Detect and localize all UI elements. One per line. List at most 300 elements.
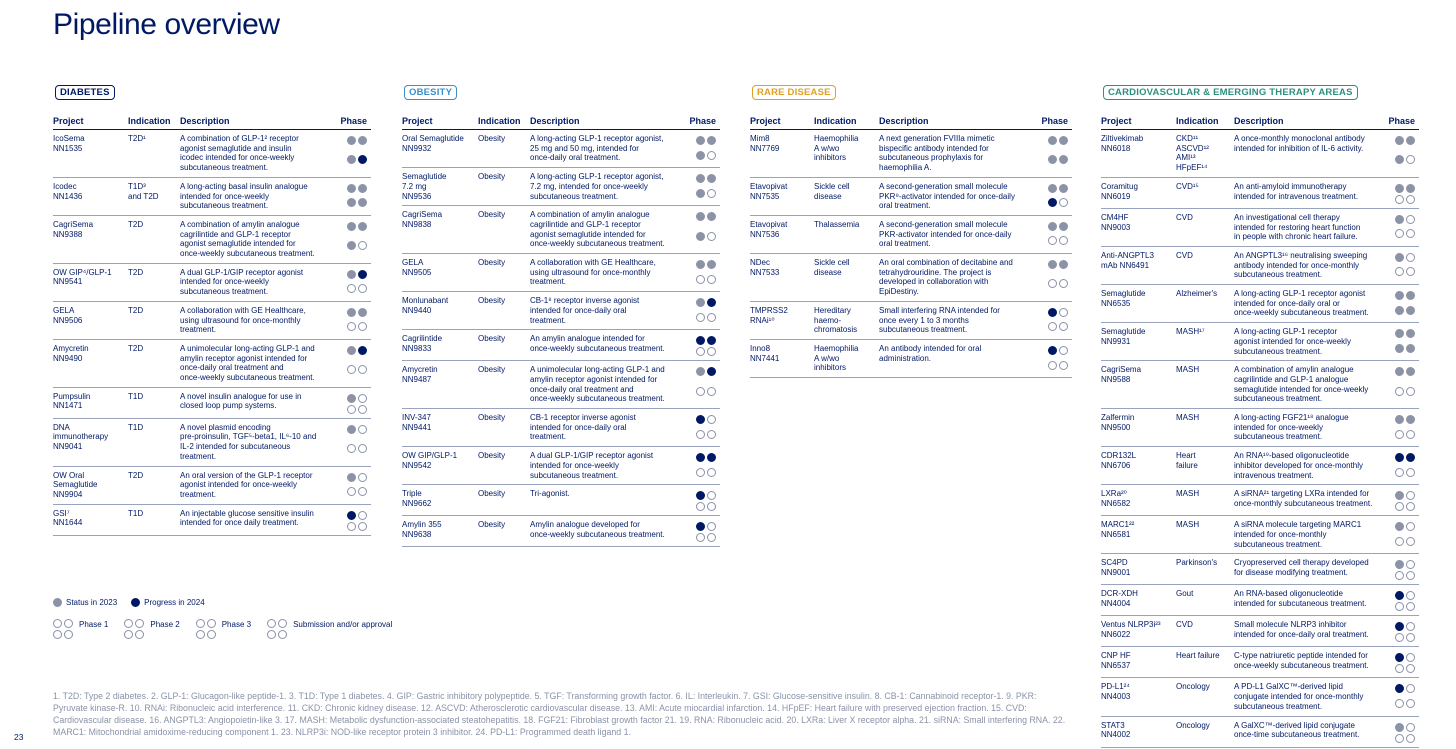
- row-phase-dots: [1395, 367, 1415, 404]
- phase-dot-icon: [1406, 571, 1415, 580]
- row-phase-dots: [1395, 415, 1415, 442]
- phase-dot-icon: [1406, 195, 1415, 204]
- phase-dot-icon: [1406, 291, 1415, 300]
- phase-dot-icon: [347, 394, 356, 403]
- phase-cell: [1039, 220, 1072, 249]
- indication: MASH: [1176, 365, 1200, 375]
- phase-dot-icon: [1395, 367, 1404, 376]
- project-name: Pumpsulin NN1471: [53, 391, 91, 411]
- phase-dot-icon: [1406, 344, 1415, 353]
- phase-dot-icon: [1395, 136, 1404, 145]
- project-name: IcoSema NN1535: [53, 134, 85, 153]
- project-name: Semaglutide NN6535: [1101, 289, 1146, 308]
- phase-cell: [1384, 489, 1419, 511]
- project-name: CNP HF NN6537: [1101, 651, 1131, 671]
- row-phase-dots: [1395, 560, 1415, 580]
- indication: CVD: [1176, 250, 1193, 260]
- phase-cell: [682, 520, 720, 542]
- phase-dot-icon: [707, 151, 716, 160]
- phase-dot-icon: [1406, 430, 1415, 439]
- phase-dot-icon: [358, 322, 367, 331]
- phase-dot-icon: [696, 232, 705, 241]
- phase-dot-icon: [696, 212, 705, 221]
- phase-dot-icon: [707, 189, 716, 198]
- phase-legend-dots: [124, 619, 144, 639]
- phase-dot-icon: [707, 212, 716, 221]
- phase-dot-icon: [696, 174, 705, 183]
- table-row: [53, 505, 371, 536]
- phase-cell: [682, 334, 720, 356]
- phase-cell: [1384, 365, 1419, 404]
- phase-dot-icon: [696, 313, 705, 322]
- phase-dot-icon: [1048, 236, 1057, 245]
- row-phase-dots: [347, 511, 367, 531]
- phase-dot-icon: [358, 308, 367, 317]
- table-row: [53, 130, 371, 178]
- phase-dot-icon: [1406, 215, 1415, 224]
- project-name: STAT3 NN4002: [1101, 720, 1131, 740]
- project-name: GELA NN9505: [402, 258, 432, 277]
- indication: Alzheimer's: [1176, 289, 1218, 299]
- phase-dot-icon: [1395, 253, 1404, 262]
- table-row: [53, 302, 371, 340]
- row-phase-dots: [347, 394, 367, 414]
- phase-dot-icon: [1406, 491, 1415, 500]
- table-header: [1101, 116, 1419, 130]
- phase-dot-icon: [1395, 468, 1404, 477]
- indication: T1D: [128, 508, 144, 518]
- phase-dot-icon: [358, 522, 367, 531]
- description: CB-1 receptor inverse agonist intended for once-daily oral treatment.: [530, 413, 636, 442]
- phase-dot-icon: [1395, 653, 1404, 662]
- row-phase-dots: [696, 136, 716, 163]
- phase-dot-icon: [1395, 522, 1404, 531]
- table-row: [1101, 409, 1419, 447]
- col-header-phase: Phase: [689, 116, 716, 126]
- project-name: Cagrilintide NN9833: [402, 334, 443, 353]
- row-phase-dots: [696, 212, 716, 249]
- description: A long-acting basal insulin analogue intended for once-weekly subcutaneous treatment.: [180, 181, 308, 211]
- indication: Sickle cell disease: [814, 181, 850, 201]
- indication: CVD¹⁵: [1176, 181, 1199, 191]
- indication: Oncology: [1176, 682, 1210, 692]
- indication: T2D: [128, 305, 144, 315]
- phase-cell: [332, 268, 371, 297]
- table-row: [53, 388, 371, 419]
- phase-dot-icon: [1406, 155, 1415, 164]
- phase-legend: [53, 619, 408, 639]
- phase-dot-icon: [1406, 468, 1415, 477]
- phase-dot-icon: [207, 619, 216, 628]
- phase-dot-icon: [1395, 633, 1404, 642]
- indication: MASH: [1176, 520, 1200, 530]
- indication: Heart failure: [1176, 451, 1198, 470]
- project-name: OW GIP/GLP-1 NN9542: [402, 451, 458, 470]
- page-title: Pipeline overview: [53, 8, 280, 41]
- phase-legend-label: Phase 1: [79, 620, 109, 629]
- footnotes: 1. T2D: Type 2 diabetes. 2. GLP-1: Glucagon-like peptide-1. 3. T1D: Type 1 diabetes. 4. GIP: Gastric inhibitory polypeptide. 5. TGF: Transforming growth factor. 6. IL: Interleukin. 7. GSI: Glucose-sensitive insulin. 8. CB-1: Cannabinoid receptor-1. 9. PKR: Pyruvate kinase-R. 10. RNAi: Ribonucleic acid interference. 11. CKD: Chronic kidney disease. 12. ASCVD: Atherosclerotic cardiovascular disease. 13. AMI: Acute miocardial infarction. 14. HFpEF: Heart failure with preserved ejection fraction. 15. CVD: Cardiovascular disease. 16. ANGPTL3: Angiopoietin-like 3. 17. MASH: Metabolic dysfunction-associated steatohepatitis. 18. FGF21: Fibroblast growth factor 21. 19. RNA: Ribonucleic acid. 20. LXRa: Liver X receptor alpha. 21. siRNA: Small interfering RNA. 22. MARC1: Mitochondrial amidoxime-reducing component 1. 23. NLRP3i: NOD-like receptor protein 3 inhibitor. 24. PD-L1: Programmed death ligand 1.: [53, 691, 1066, 737]
- description: An anti-amyloid immunotherapy intended for intravenous treatment.: [1234, 181, 1359, 201]
- phase-dot-icon: [1395, 502, 1404, 511]
- project-name: GELA NN9506: [53, 305, 83, 325]
- indication: Heart failure: [1176, 651, 1220, 661]
- indication: Gout: [1176, 589, 1194, 599]
- project-name: GSI⁷ NN1644: [53, 508, 83, 528]
- phase-dot-icon: [124, 619, 133, 628]
- phase-cell: [1384, 413, 1419, 442]
- indication: Haemophilia A w/wo inhibitors: [814, 134, 859, 163]
- phase-dot-icon: [1395, 195, 1404, 204]
- phase-dot-icon: [135, 619, 144, 628]
- row-phase-dots: [347, 346, 367, 383]
- table-row: [402, 168, 720, 206]
- section-diabetes: [53, 82, 371, 536]
- phase-dot-icon: [1059, 260, 1068, 269]
- description: A long-acting GLP-1 receptor agonist intended for once-weekly subcutaneous treatment.: [1234, 327, 1351, 356]
- phase-dot-icon: [1406, 184, 1415, 193]
- phase-dot-icon: [707, 367, 716, 376]
- phase-dot-icon: [347, 308, 356, 317]
- phase-dot-icon: [1406, 653, 1415, 662]
- phase-dot-icon: [1059, 136, 1068, 145]
- description: A combination of amylin analogue cagrilintide and GLP-1 receptor agonist semaglutide intended for once-weekly subcutaneous treatment.: [530, 210, 665, 249]
- row-phase-dots: [1395, 136, 1415, 173]
- phase-cell: [1384, 651, 1419, 673]
- phase-dot-icon: [696, 491, 705, 500]
- project-name: Ventus NLRP3i²³ NN6022: [1101, 620, 1161, 640]
- table-row: [402, 485, 720, 516]
- row-phase-dots: [1395, 723, 1415, 743]
- table-row: [53, 419, 371, 467]
- indication: Obesity: [478, 520, 506, 530]
- col-header-phase: Phase: [1041, 116, 1068, 126]
- phase-dot-icon: [1395, 734, 1404, 743]
- section-obesity: [402, 82, 720, 547]
- phase-dot-icon: [124, 630, 133, 639]
- table-row: [750, 216, 1072, 254]
- row-phase-dots: [696, 491, 716, 511]
- row-phase-dots: [1395, 491, 1415, 511]
- category-badge: RARE DISEASE: [752, 85, 836, 100]
- phase-cell: [682, 365, 720, 404]
- phase-dot-icon: [696, 387, 705, 396]
- phase-dot-icon: [1059, 346, 1068, 355]
- phase-dot-icon: [1406, 633, 1415, 642]
- pipeline-table: [750, 116, 1072, 378]
- phase-legend-item: [124, 619, 179, 639]
- indication: T2D¹: [128, 134, 146, 143]
- phase-dot-icon: [1406, 267, 1415, 276]
- phase-dot-icon: [696, 533, 705, 542]
- indication: T2D: [128, 470, 144, 480]
- phase-dot-icon: [1406, 537, 1415, 546]
- row-phase-dots: [696, 367, 716, 404]
- row-phase-dots: [1048, 260, 1068, 297]
- row-phase-dots: [1048, 222, 1068, 249]
- phase-dot-icon: [696, 260, 705, 269]
- indication: CVD: [1176, 212, 1193, 222]
- row-phase-dots: [696, 522, 716, 542]
- phase-cell: [1384, 520, 1419, 549]
- project-name: Zalfermin NN9500: [1101, 413, 1135, 432]
- row-phase-dots: [347, 308, 367, 335]
- phase-dot-icon: [707, 336, 716, 345]
- phase-dot-icon: [1395, 291, 1404, 300]
- section-cardiovascular-emerging: [1101, 82, 1419, 748]
- phase-cell: [332, 423, 371, 462]
- table-row: [1101, 178, 1419, 209]
- col-header-description: Description: [879, 116, 929, 126]
- section-rare-disease: [750, 82, 1072, 378]
- phase-cell: [1384, 289, 1419, 318]
- phase-dot-icon: [347, 444, 356, 453]
- phase-dot-icon: [1048, 184, 1057, 193]
- phase-dot-icon: [696, 347, 705, 356]
- phase-dot-icon: [1048, 308, 1057, 317]
- description: Amylin analogue developed for once-weekly subcutaneous treatment.: [530, 520, 665, 539]
- phase-dot-icon: [196, 630, 205, 639]
- phase-dot-icon: [1406, 602, 1415, 611]
- phase-dot-icon: [1395, 453, 1404, 462]
- phase-dot-icon: [358, 284, 367, 293]
- description: A novel insulin analogue for use in closed loop pump systems.: [180, 391, 302, 411]
- phase-dot-icon: [358, 405, 367, 414]
- phase-dot-icon: [53, 619, 62, 628]
- table-row: [1101, 647, 1419, 678]
- phase-legend-dots: [196, 619, 216, 639]
- phase-legend-dots: [53, 619, 73, 639]
- phase-dot-icon: [64, 630, 73, 639]
- indication: T2D: [128, 343, 144, 353]
- phase-dot-icon: [1059, 322, 1068, 331]
- phase-dot-icon: [1406, 229, 1415, 238]
- legend-status: [53, 598, 117, 607]
- col-header-indication: Indication: [1176, 116, 1219, 126]
- description: An antibody intended for oral administration.: [879, 343, 982, 363]
- pipeline-table: [1101, 116, 1419, 748]
- legend: [53, 598, 408, 639]
- project-name: DCR-XDH NN4004: [1101, 589, 1138, 609]
- phase-dot-icon: [358, 270, 367, 279]
- phase-cell: [1384, 213, 1419, 242]
- indication: Obesity: [478, 413, 506, 423]
- phase-dot-icon: [1406, 502, 1415, 511]
- indication: T1D³ and T2D: [128, 181, 159, 201]
- phase-cell: [682, 258, 720, 287]
- description: A long-acting GLP-1 receptor agonist, 7.2 mg, intended for once-weekly subcutaneous treatment.: [530, 172, 664, 201]
- phase-dot-icon: [358, 222, 367, 231]
- phase-dot-icon: [1395, 155, 1404, 164]
- category-badge: OBESITY: [404, 85, 457, 100]
- phase-dot-icon: [1395, 571, 1404, 580]
- phase-dot-icon: [358, 444, 367, 453]
- table-row: [750, 178, 1072, 216]
- project-name: DNA immunotherapy NN9041: [53, 422, 109, 452]
- phase-dot-icon: [1059, 279, 1068, 288]
- table-row: [402, 361, 720, 409]
- phase-dot-icon: [696, 367, 705, 376]
- indication: Obesity: [478, 172, 506, 182]
- table-header: [53, 116, 371, 130]
- description: An ANGPTL3¹⁶ neutralising sweeping antibody intended for once-monthly subcutaneous treatment.: [1234, 250, 1368, 280]
- phase-dot-icon: [207, 630, 216, 639]
- phase-dot-icon: [707, 275, 716, 284]
- phase-cell: [1384, 558, 1419, 580]
- phase-cell: [1384, 251, 1419, 280]
- phase-dot-icon: [64, 619, 73, 628]
- row-phase-dots: [1395, 453, 1415, 480]
- table-row: [1101, 616, 1419, 647]
- phase-dot-icon: [707, 533, 716, 542]
- row-phase-dots: [696, 453, 716, 480]
- phase-legend-dots: [267, 619, 287, 639]
- phase-dot-icon: [347, 241, 356, 250]
- phase-dot-icon: [696, 522, 705, 531]
- description: A collaboration with GE Healthcare, using ultrasound for once-monthly treatment.: [530, 258, 656, 287]
- phase-cell: [332, 182, 371, 211]
- phase-dot-icon: [1059, 361, 1068, 370]
- project-name: Semaglutide NN9931: [1101, 327, 1146, 346]
- phase-dot-icon: [1406, 253, 1415, 262]
- phase-dot-icon: [1395, 344, 1404, 353]
- table-row: [750, 340, 1072, 378]
- phase-dot-icon: [1059, 236, 1068, 245]
- row-phase-dots: [1395, 622, 1415, 642]
- table-row: [53, 178, 371, 216]
- phase-dot-icon: [1395, 491, 1404, 500]
- phase-cell: [1384, 721, 1419, 743]
- phase-dot-icon: [358, 511, 367, 520]
- description: A long-acting FGF21¹⁸ analogue intended for once-weekly subcutaneous treatment.: [1234, 413, 1349, 442]
- phase-dot-icon: [707, 174, 716, 183]
- phase-dot-icon: [347, 284, 356, 293]
- project-name: Inno8 NN7441: [750, 343, 780, 363]
- col-header-project: Project: [750, 116, 781, 126]
- indication: Obesity: [478, 296, 506, 306]
- phase-dot-icon: [696, 502, 705, 511]
- phase-dot-icon: [696, 415, 705, 424]
- phase-cell: [332, 509, 371, 531]
- phase-dot-icon: [1395, 602, 1404, 611]
- phase-dot-icon: [1048, 260, 1057, 269]
- project-name: Amylin 355 NN9638: [402, 520, 442, 539]
- table-row: [402, 254, 720, 292]
- phase-dot-icon: [1395, 591, 1404, 600]
- project-name: Etavopivat NN7536: [750, 219, 788, 239]
- table-row: [1101, 516, 1419, 554]
- description: A GalXC™-derived lipid conjugate once-time subcutaneous treatment.: [1234, 720, 1360, 740]
- phase-dot-icon: [347, 155, 356, 164]
- project-name: NDec NN7533: [750, 258, 780, 277]
- description: A novel plasmid encoding pre-proinsulin, TGF⁵-beta1, IL⁶-10 and IL-2 intended for subcutaneous treatment.: [180, 422, 317, 461]
- phase-dot-icon: [358, 198, 367, 207]
- project-name: Oral Semaglutide NN9932: [402, 134, 464, 153]
- table-row: [402, 516, 720, 547]
- project-name: CM4HF NN9003: [1101, 212, 1131, 232]
- row-phase-dots: [696, 260, 716, 287]
- phase-dot-icon: [1395, 684, 1404, 693]
- phase-dot-icon: [1395, 622, 1404, 631]
- col-header-phase: Phase: [340, 116, 367, 126]
- indication: Obesity: [478, 365, 506, 375]
- indication: T2D: [128, 267, 144, 277]
- description: A long-acting GLP-1 receptor agonist intended for once-daily oral or once-weekly subcutaneous treatment.: [1234, 289, 1369, 318]
- phase-cell: [682, 134, 720, 163]
- col-header-phase: Phase: [1388, 116, 1415, 126]
- table-row: [750, 302, 1072, 340]
- phase-dot-icon: [347, 522, 356, 531]
- phase-dot-icon: [696, 151, 705, 160]
- phase-cell: [1039, 182, 1072, 211]
- phase-dot-icon: [196, 619, 205, 628]
- description: A combination of GLP-1² receptor agonist semaglutide and insulin icodec intended for once-weekly subcutaneous treatment.: [180, 134, 299, 173]
- table-row: [402, 130, 720, 168]
- phase-dot-icon: [1059, 155, 1068, 164]
- phase-dot-icon: [707, 502, 716, 511]
- table-row: [402, 409, 720, 447]
- table-row: [1101, 323, 1419, 361]
- phase-dot-icon: [707, 491, 716, 500]
- row-phase-dots: [1395, 591, 1415, 611]
- phase-legend-item: [196, 619, 251, 639]
- indication: CVD: [1176, 620, 1193, 630]
- table-row: [53, 216, 371, 264]
- phase-dot-icon: [1406, 684, 1415, 693]
- indication: Haemophilia A w/wo inhibitors: [814, 343, 859, 373]
- phase-dot-icon: [696, 430, 705, 439]
- phase-dot-icon: [707, 430, 716, 439]
- table-header: [402, 116, 720, 130]
- phase-dot-icon: [1406, 723, 1415, 732]
- phase-dot-icon: [358, 473, 367, 482]
- description: A unimolecular long-acting GLP-1 and amylin receptor agonist intended for once-daily oral treatment and once-weekly subcutaneous treatment.: [530, 365, 665, 404]
- phase-dot-icon: [1059, 198, 1068, 207]
- phase-dot-icon: [358, 184, 367, 193]
- phase-dot-icon: [707, 298, 716, 307]
- phase-dot-icon: [707, 232, 716, 241]
- phase-dot-icon: [696, 298, 705, 307]
- row-phase-dots: [696, 174, 716, 201]
- phase-legend-item: [53, 619, 108, 639]
- description: Small interfering RNA intended for once every 1 to 3 months subcutaneous treatment.: [879, 305, 1000, 335]
- legend-progress: [131, 598, 204, 607]
- phase-dot-icon: [1406, 522, 1415, 531]
- phase-dot-icon: [1395, 560, 1404, 569]
- phase-dot-icon: [1406, 306, 1415, 315]
- phase-dot-icon: [1406, 664, 1415, 673]
- description: Cryopreserved cell therapy developed for disease modifying treatment.: [1234, 558, 1369, 578]
- description: Tri-agonist.: [530, 489, 570, 499]
- phase-dot-icon: [1395, 267, 1404, 276]
- phase-dot-icon: [347, 346, 356, 355]
- phase-dot-icon: [1048, 198, 1057, 207]
- phase-dot-icon: [135, 630, 144, 639]
- row-phase-dots: [1048, 184, 1068, 211]
- description: An injectable glucose sensitive insulin intended for once daily treatment.: [180, 508, 314, 528]
- indication: MASH: [1176, 489, 1200, 499]
- table-row: [1101, 209, 1419, 247]
- project-name: CagriSema NN9838: [402, 210, 443, 229]
- phase-dot-icon: [696, 275, 705, 284]
- phase-dot-icon: [1395, 537, 1404, 546]
- col-header-project: Project: [402, 116, 433, 126]
- pipeline-table: [53, 116, 371, 536]
- phase-legend-item: [267, 619, 392, 639]
- description: A dual GLP-1/GIP receptor agonist intended for once-weekly subcutaneous treatment.: [530, 451, 654, 480]
- phase-cell: [332, 392, 371, 414]
- phase-cell: [1384, 327, 1419, 356]
- project-name: Monlunabant NN9440: [402, 296, 449, 315]
